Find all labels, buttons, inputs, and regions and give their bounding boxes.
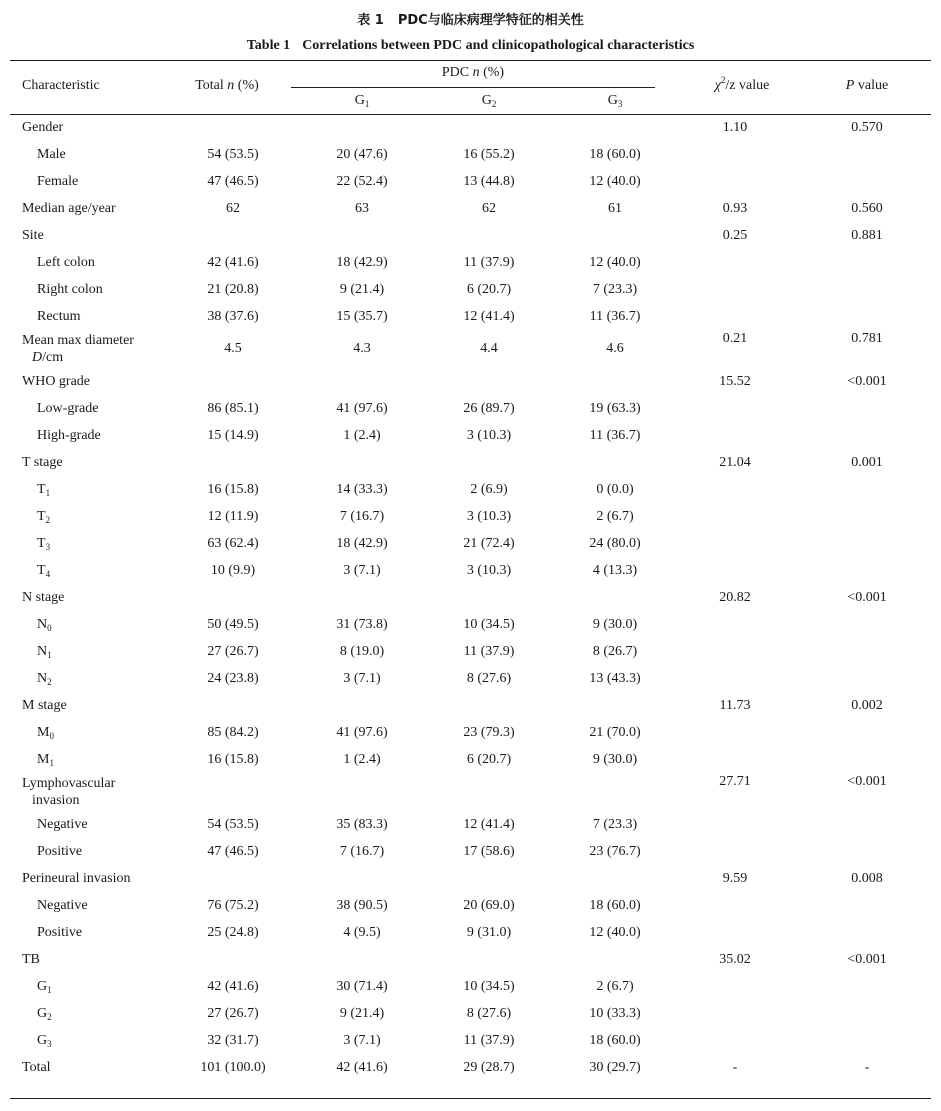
- g2-cell: 26 (89.7): [463, 400, 515, 416]
- p-value-cell: [806, 892, 928, 919]
- g1-cell: 18 (42.9): [336, 535, 388, 551]
- stat-cell: [680, 141, 790, 168]
- header-g3: $G_3$: [607, 93, 623, 109]
- g3-cell: [555, 449, 675, 476]
- p-value-cell: [806, 141, 928, 168]
- g2-cell: 8 (27.6): [466, 1005, 512, 1021]
- table-row: [0, 249, 941, 276]
- stat-cell: [680, 422, 790, 449]
- stat-cell: 0.25: [722, 227, 748, 243]
- stat-cell: [680, 838, 790, 865]
- row-label: Perineural invasion: [22, 871, 131, 886]
- p-value-cell: <0.001: [847, 589, 887, 605]
- stat-cell: [680, 557, 790, 584]
- g1-cell: 38 (90.5): [336, 897, 388, 913]
- row-label: $N_0$: [37, 617, 52, 633]
- g2-cell: 11 (37.9): [463, 1032, 515, 1048]
- table-row: [0, 1027, 941, 1054]
- table-row: [0, 919, 941, 946]
- g1-cell: 18 (42.9): [336, 254, 388, 270]
- g2-cell: 21 (72.4): [463, 535, 515, 551]
- bottom-rule: [10, 1098, 931, 1099]
- p-value-cell: [806, 638, 928, 665]
- table-row: [0, 665, 941, 692]
- g2-cell: 3 (10.3): [466, 427, 512, 443]
- g1-cell: 30 (71.4): [336, 978, 388, 994]
- total-cell: 25 (24.8): [207, 924, 259, 940]
- stat-cell: [680, 276, 790, 303]
- row-label: Left colon: [37, 255, 95, 270]
- row-label: $T_1$: [37, 482, 51, 498]
- total-cell: 101 (100.0): [200, 1059, 266, 1075]
- g2-cell: 20 (69.0): [463, 897, 515, 913]
- g2-cell: 11 (37.9): [463, 254, 515, 270]
- header-total: Total n (%): [195, 78, 259, 93]
- g2-cell: 8 (27.6): [466, 670, 512, 686]
- table-row: [0, 584, 941, 611]
- g3-cell: 4.6: [606, 341, 624, 356]
- row-label: Lymphovascular invasion: [22, 776, 116, 808]
- g3-cell: [555, 114, 675, 141]
- row-label: Mean max diameter D/cm: [22, 333, 134, 365]
- g1-cell: 3 (7.1): [343, 562, 381, 578]
- row-label: $T_2$: [37, 509, 51, 525]
- p-value-cell: [806, 919, 928, 946]
- total-cell: 16 (15.8): [207, 751, 259, 767]
- g1-cell: 7 (16.7): [339, 843, 385, 859]
- total-cell: 24 (23.8): [207, 670, 259, 686]
- stat-cell: 0.93: [722, 200, 748, 216]
- row-label: Site: [22, 228, 44, 243]
- stat-cell: [680, 611, 790, 638]
- stat-cell: [680, 249, 790, 276]
- table-row: [0, 195, 941, 222]
- g1-cell: [302, 449, 422, 476]
- stat-cell: 9.59: [722, 870, 748, 886]
- g2-cell: [429, 222, 549, 249]
- p-value-cell: [806, 303, 928, 330]
- g3-cell: 12 (40.0): [589, 173, 641, 189]
- header-g1: $G_1$: [354, 93, 370, 109]
- g3-cell: 7 (23.3): [592, 281, 638, 297]
- g1-cell: [302, 222, 422, 249]
- row-label: Positive: [37, 844, 83, 859]
- total-cell: 12 (11.9): [207, 508, 259, 524]
- g1-cell: 41 (97.6): [336, 400, 388, 416]
- g2-cell: 23 (79.3): [463, 724, 515, 740]
- header-p-value: P value: [845, 78, 889, 93]
- p-value-cell: <0.001: [847, 373, 887, 389]
- stat-cell: [680, 638, 790, 665]
- total-cell: 76 (75.2): [207, 897, 259, 913]
- stat-cell: -: [732, 1059, 738, 1075]
- total-cell: 47 (46.5): [207, 843, 259, 859]
- row-label: M stage: [22, 698, 67, 713]
- stat-cell: 27.71: [719, 774, 751, 789]
- g1-cell: [302, 692, 422, 719]
- g1-cell: 20 (47.6): [336, 146, 388, 162]
- row-label: Total: [22, 1060, 51, 1075]
- g3-cell: 4 (13.3): [592, 562, 638, 578]
- total-cell: 42 (41.6): [207, 254, 259, 270]
- g1-cell: 3 (7.1): [343, 1032, 381, 1048]
- g3-cell: 2 (6.7): [596, 978, 634, 994]
- g2-cell: 11 (37.9): [463, 643, 515, 659]
- table-row: [0, 368, 941, 395]
- p-value-cell: 0.001: [851, 454, 883, 470]
- g1-cell: [302, 368, 422, 395]
- row-label: Median age/year: [22, 201, 116, 216]
- table-row: [0, 1054, 941, 1081]
- table-number-en: Table 1: [246, 38, 291, 53]
- g3-cell: 30 (29.7): [589, 1059, 641, 1075]
- p-value-cell: [806, 1027, 928, 1054]
- g1-cell: 3 (7.1): [343, 670, 381, 686]
- p-value-cell: [806, 395, 928, 422]
- g2-cell: 17 (58.6): [463, 843, 515, 859]
- g1-cell: 14 (33.3): [336, 481, 388, 497]
- stat-cell: [680, 919, 790, 946]
- g3-cell: [555, 584, 675, 611]
- table-row: [0, 1000, 941, 1027]
- p-value-cell: [806, 557, 928, 584]
- g3-cell: [555, 368, 675, 395]
- p-value-cell: 0.570: [851, 119, 883, 135]
- total-cell: 27 (26.7): [207, 643, 259, 659]
- stat-cell: [680, 746, 790, 773]
- table-row: [0, 330, 941, 368]
- g3-cell: 9 (30.0): [592, 616, 638, 632]
- total-cell: 62: [226, 200, 240, 216]
- stat-cell: [680, 395, 790, 422]
- row-label: $N_1$: [37, 644, 52, 660]
- row-label: Male: [37, 147, 66, 162]
- p-value-cell: 0.781: [851, 331, 883, 346]
- g3-cell: 11 (36.7): [589, 308, 641, 324]
- table-row: [0, 222, 941, 249]
- total-cell: [166, 946, 300, 973]
- g3-cell: [555, 773, 675, 811]
- table-row: [0, 530, 941, 557]
- g1-cell: 1 (2.4): [343, 751, 381, 767]
- row-label: Low-grade: [37, 401, 99, 416]
- g2-cell: 29 (28.7): [463, 1059, 515, 1075]
- row-label: $G_3$: [37, 1033, 52, 1049]
- table-row: [0, 865, 941, 892]
- g2-cell: 2 (6.9): [470, 481, 508, 497]
- table-row: [0, 422, 941, 449]
- p-value-cell: 0.008: [851, 870, 883, 886]
- g2-cell: [429, 584, 549, 611]
- p-value-cell: [806, 665, 928, 692]
- table-row: [0, 773, 941, 811]
- stat-cell: [680, 811, 790, 838]
- total-cell: 86 (85.1): [207, 400, 259, 416]
- g3-cell: 18 (60.0): [589, 897, 641, 913]
- p-value-cell: [806, 719, 928, 746]
- table-row: [0, 746, 941, 773]
- p-value-cell: 0.002: [851, 697, 883, 713]
- g1-cell: 31 (73.8): [336, 616, 388, 632]
- stat-cell: [680, 1000, 790, 1027]
- total-cell: 27 (26.7): [207, 1005, 259, 1021]
- g1-cell: 22 (52.4): [336, 173, 388, 189]
- table-row: [0, 973, 941, 1000]
- g1-cell: [302, 946, 422, 973]
- p-value-cell: <0.001: [847, 774, 887, 789]
- table-row: [0, 638, 941, 665]
- g2-cell: 4.4: [480, 341, 498, 356]
- row-label: $M_0$: [37, 725, 54, 741]
- g3-cell: 12 (40.0): [589, 924, 641, 940]
- table-number-cn: 表 1: [357, 13, 384, 28]
- p-value-cell: 0.560: [851, 200, 883, 216]
- row-label: Right colon: [37, 282, 103, 297]
- stat-cell: [680, 476, 790, 503]
- p-value-cell: [806, 422, 928, 449]
- table-row: [0, 557, 941, 584]
- g1-cell: 4.3: [353, 341, 371, 356]
- table-row: [0, 168, 941, 195]
- row-label: $M_1$: [37, 752, 54, 768]
- g1-cell: [302, 114, 422, 141]
- total-cell: 38 (37.6): [207, 308, 259, 324]
- g3-cell: 23 (76.7): [589, 843, 641, 859]
- g2-cell: 62: [482, 200, 496, 216]
- p-value-cell: <0.001: [847, 951, 887, 967]
- total-cell: [166, 222, 300, 249]
- total-cell: [166, 114, 300, 141]
- g3-cell: [555, 946, 675, 973]
- row-label: T stage: [22, 455, 63, 470]
- table-row: [0, 946, 941, 973]
- row-label: N stage: [22, 590, 65, 605]
- g3-cell: [555, 865, 675, 892]
- g1-cell: [302, 773, 422, 811]
- p-value-cell: [806, 503, 928, 530]
- stat-cell: [680, 973, 790, 1000]
- total-cell: [166, 773, 300, 811]
- g3-cell: 7 (23.3): [592, 816, 638, 832]
- g2-cell: [429, 773, 549, 811]
- g3-cell: 10 (33.3): [589, 1005, 641, 1021]
- stat-cell: 20.82: [719, 589, 751, 605]
- g1-cell: 63: [355, 200, 369, 216]
- p-value-cell: -: [864, 1059, 870, 1075]
- stat-cell: [680, 168, 790, 195]
- row-label: Gender: [22, 120, 64, 135]
- total-cell: [166, 865, 300, 892]
- row-label: Negative: [37, 817, 88, 832]
- p-value-cell: [806, 838, 928, 865]
- total-cell: 50 (49.5): [207, 616, 259, 632]
- p-value-cell: [806, 530, 928, 557]
- total-cell: 54 (53.5): [207, 816, 259, 832]
- g2-cell: [429, 368, 549, 395]
- total-cell: 16 (15.8): [207, 481, 259, 497]
- row-label: $N_2$: [37, 671, 52, 687]
- g2-cell: [429, 114, 549, 141]
- table-row: [0, 811, 941, 838]
- g3-cell: 21 (70.0): [589, 724, 641, 740]
- row-label: $T_3$: [37, 536, 51, 552]
- g2-cell: [429, 449, 549, 476]
- row-label: TB: [22, 952, 40, 967]
- g3-cell: 11 (36.7): [589, 427, 641, 443]
- g2-cell: 3 (10.3): [466, 508, 512, 524]
- table-row: [0, 114, 941, 141]
- p-value-cell: [806, 168, 928, 195]
- g1-cell: [302, 584, 422, 611]
- g3-cell: [555, 222, 675, 249]
- table-row: [0, 141, 941, 168]
- stat-cell: 11.73: [719, 697, 751, 713]
- g2-cell: 6 (20.7): [466, 281, 512, 297]
- g1-cell: 35 (83.3): [336, 816, 388, 832]
- header-chi-z-value: $\chi^2/z$ value: [714, 75, 770, 93]
- total-cell: 15 (14.9): [207, 427, 259, 443]
- row-label: $G_2$: [37, 1006, 52, 1022]
- table-row: [0, 503, 941, 530]
- g1-cell: 9 (21.4): [339, 281, 385, 297]
- g2-cell: 16 (55.2): [463, 146, 515, 162]
- g3-cell: 2 (6.7): [596, 508, 634, 524]
- table-row: [0, 692, 941, 719]
- g3-cell: [555, 692, 675, 719]
- stat-cell: [680, 892, 790, 919]
- table-row: [0, 276, 941, 303]
- total-cell: [166, 449, 300, 476]
- table-row: [0, 395, 941, 422]
- g1-cell: 1 (2.4): [343, 427, 381, 443]
- p-value-cell: [806, 811, 928, 838]
- g2-cell: [429, 865, 549, 892]
- total-cell: 32 (31.7): [207, 1032, 259, 1048]
- g1-cell: 7 (16.7): [339, 508, 385, 524]
- total-cell: 54 (53.5): [207, 146, 259, 162]
- total-cell: 10 (9.9): [210, 562, 256, 578]
- stat-cell: 1.10: [722, 119, 748, 135]
- stat-cell: 21.04: [719, 454, 751, 470]
- total-cell: 21 (20.8): [207, 281, 259, 297]
- g1-cell: 9 (21.4): [339, 1005, 385, 1021]
- g3-cell: 61: [608, 200, 622, 216]
- g2-cell: [429, 946, 549, 973]
- g3-cell: 24 (80.0): [589, 535, 641, 551]
- table-row: [0, 838, 941, 865]
- g3-cell: 18 (60.0): [589, 1032, 641, 1048]
- g1-cell: 8 (19.0): [339, 643, 385, 659]
- row-label: Rectum: [37, 309, 81, 324]
- table-row: [0, 476, 941, 503]
- g1-cell: 42 (41.6): [336, 1059, 388, 1075]
- p-value-cell: [806, 1000, 928, 1027]
- table-row: [0, 303, 941, 330]
- header-g2: $G_2$: [481, 93, 497, 109]
- total-cell: [166, 692, 300, 719]
- total-cell: 4.5: [224, 341, 242, 356]
- total-cell: [166, 584, 300, 611]
- stat-cell: [680, 665, 790, 692]
- p-value-cell: [806, 276, 928, 303]
- total-cell: 63 (62.4): [207, 535, 259, 551]
- p-value-cell: [806, 746, 928, 773]
- g1-cell: 41 (97.6): [336, 724, 388, 740]
- total-cell: 85 (84.2): [207, 724, 259, 740]
- table-title-cn: PDC与临床病理学特征的相关性: [397, 13, 584, 28]
- stat-cell: [680, 1027, 790, 1054]
- stat-cell: [680, 719, 790, 746]
- p-value-cell: [806, 611, 928, 638]
- g2-cell: [429, 692, 549, 719]
- g3-cell: 8 (26.7): [592, 643, 638, 659]
- row-label: $G_1$: [37, 979, 52, 995]
- g2-cell: 12 (41.4): [463, 816, 515, 832]
- stat-cell: [680, 303, 790, 330]
- g2-cell: 13 (44.8): [463, 173, 515, 189]
- g1-cell: 15 (35.7): [336, 308, 388, 324]
- table-title-en: Correlations between PDC and clinicopathological characteristics: [302, 38, 695, 53]
- table-row: [0, 892, 941, 919]
- g1-cell: [302, 865, 422, 892]
- table-row: [0, 449, 941, 476]
- g2-cell: 9 (31.0): [466, 924, 512, 940]
- g2-cell: 3 (10.3): [466, 562, 512, 578]
- row-label: Female: [37, 174, 79, 189]
- row-label: Positive: [37, 925, 83, 940]
- total-cell: 42 (41.6): [207, 978, 259, 994]
- total-cell: [166, 368, 300, 395]
- g3-cell: 9 (30.0): [592, 751, 638, 767]
- row-label: $T_4$: [37, 563, 51, 579]
- g2-cell: 10 (34.5): [463, 978, 515, 994]
- g1-cell: 4 (9.5): [343, 924, 381, 940]
- g3-cell: 12 (40.0): [589, 254, 641, 270]
- total-cell: 47 (46.5): [207, 173, 259, 189]
- row-label: High-grade: [37, 428, 101, 443]
- stat-cell: 35.02: [719, 951, 751, 967]
- header-characteristic: Characteristic: [22, 78, 100, 93]
- p-value-cell: 0.881: [851, 227, 883, 243]
- g3-cell: 13 (43.3): [589, 670, 641, 686]
- g2-cell: 12 (41.4): [463, 308, 515, 324]
- g2-cell: 10 (34.5): [463, 616, 515, 632]
- g3-cell: 19 (63.3): [589, 400, 641, 416]
- stat-cell: [680, 530, 790, 557]
- p-value-cell: [806, 973, 928, 1000]
- g2-cell: 6 (20.7): [466, 751, 512, 767]
- stat-cell: 15.52: [719, 373, 751, 389]
- table-row: [0, 611, 941, 638]
- g3-cell: 0 (0.0): [596, 481, 634, 497]
- g3-cell: 18 (60.0): [589, 146, 641, 162]
- stat-cell: 0.21: [722, 331, 748, 346]
- stat-cell: [680, 503, 790, 530]
- row-label: Negative: [37, 898, 88, 913]
- header-pdc: PDC n (%): [441, 65, 505, 80]
- p-value-cell: [806, 249, 928, 276]
- table-row: [0, 719, 941, 746]
- p-value-cell: [806, 476, 928, 503]
- row-label: WHO grade: [22, 374, 91, 389]
